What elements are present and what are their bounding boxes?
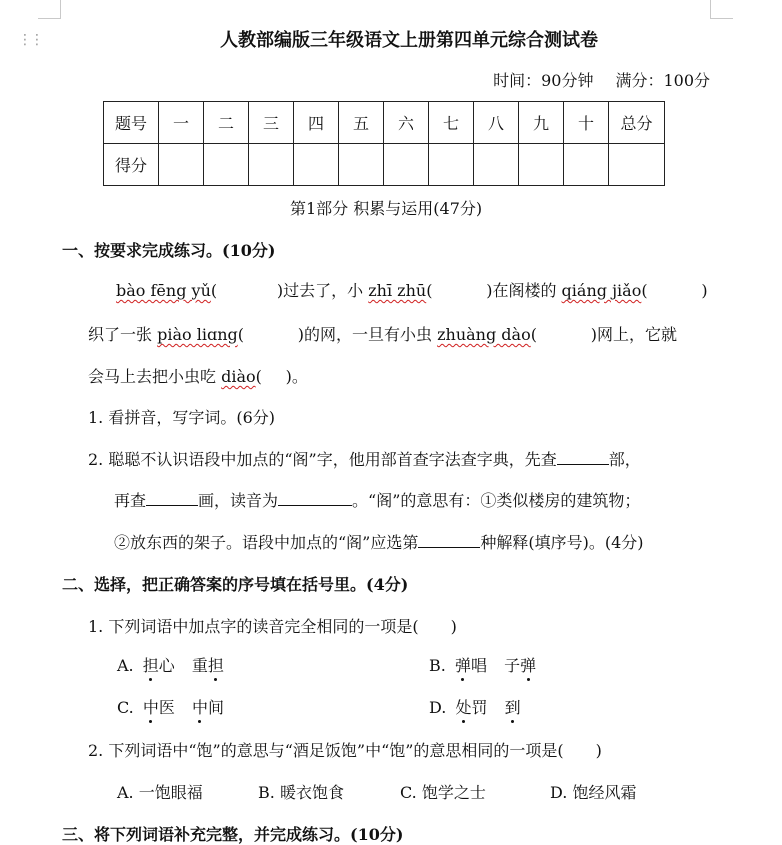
margin-corner-top-right: [710, 0, 733, 19]
section-title: 第1部分 积累与运用(47分): [290, 199, 483, 218]
table-cell: 四: [294, 102, 339, 144]
table-cell: 三: [249, 102, 294, 144]
pinyin-word: diào: [221, 367, 256, 386]
q2-item-1-option-a: A. 担心 重担: [117, 653, 224, 676]
table-cell: 题号: [104, 102, 159, 144]
table-cell: 九: [519, 102, 564, 144]
q2-item-1-option-d: D. 处罚 到: [429, 695, 521, 718]
answer-blank[interactable]: [557, 448, 609, 465]
q1-passage-line-2: 织了一张 piào liɑng( )的网，一旦有小虫 zhuàng dào( )网上，它就: [88, 325, 677, 344]
score-cell[interactable]: [519, 144, 564, 186]
table-cell: 十: [564, 102, 609, 144]
score-cell[interactable]: [249, 144, 294, 186]
q2-item-2-option-a: A. 一饱眼福: [117, 783, 203, 802]
q2-item-2-option-d: D. 饱经风霜: [550, 783, 637, 802]
q2-item-2: 2. 下列词语中“饱”的意思与“酒足饭饱”中“饱”的意思相同的一项是( ): [88, 741, 602, 760]
pinyin-word: bào fēng yǔ: [116, 281, 211, 300]
score-cell[interactable]: [384, 144, 429, 186]
table-cell: 总分: [609, 102, 665, 144]
table-cell: 八: [474, 102, 519, 144]
full-score-label: 满分：100分: [615, 71, 710, 90]
score-cell[interactable]: [474, 144, 519, 186]
score-table: [103, 101, 665, 186]
table-cell: 七: [429, 102, 474, 144]
score-cell[interactable]: [609, 144, 665, 186]
q1-sub-2-line-1: 2. 聪聪不认识语段中加点的“阁”字，他用部首查字法查字典，先查 部，: [88, 450, 641, 469]
score-cell[interactable]: [564, 144, 609, 186]
pinyin-word: qiáng jiǎo: [561, 281, 642, 300]
score-table-score-row: [104, 144, 665, 186]
table-cell: 五: [339, 102, 384, 144]
answer-blank[interactable]: [146, 489, 198, 506]
pinyin-word: piào liɑng: [157, 325, 238, 344]
q3-heading: 三、将下列词语补充完整，并完成练习。(10分): [62, 825, 404, 844]
pinyin-word: zhuàng dào: [437, 325, 531, 344]
score-cell[interactable]: [204, 144, 249, 186]
score-cell[interactable]: [294, 144, 339, 186]
q2-item-2-option-c: C. 饱学之士: [400, 783, 486, 802]
table-cell: 二: [204, 102, 249, 144]
answer-blank[interactable]: [418, 531, 480, 548]
score-cell[interactable]: [339, 144, 384, 186]
drag-handle-icon[interactable]: ⋮⋮: [18, 32, 42, 48]
q2-item-1: 1. 下列词语中加点字的读音完全相同的一项是( ): [88, 617, 457, 636]
table-cell: 得分: [104, 144, 159, 186]
q2-heading: 二、选择，把正确答案的序号填在括号里。(4分): [62, 575, 409, 594]
exam-info: [493, 68, 710, 91]
table-cell: 六: [384, 102, 429, 144]
q1-sub-2-line-2: 再查 画，读音为 。“阁”的意思有：①类似楼房的建筑物；: [114, 491, 641, 510]
table-cell: 一: [159, 102, 204, 144]
q1-passage-line-1: bào fēng yǔ( )过去了，小 zhī zhū( )在阁楼的 qiáng jiǎo( ): [116, 281, 708, 300]
margin-corner-top-left: [38, 0, 61, 19]
q2-item-1-option-b: B. 弹唱 子弹: [429, 653, 536, 676]
page-title: 人教部编版三年级语文上册第四单元综合测试卷: [220, 30, 598, 51]
q1-passage-line-3: 会马上去把小虫吃 diào( )。: [88, 367, 308, 386]
q2-item-1-option-c: C. 中医 中间: [117, 695, 224, 718]
q1-sub-1: 1. 看拼音，写字词。(6分): [88, 408, 276, 427]
time-label: 时间：90分钟: [493, 71, 594, 90]
q1-sub-2-line-3: ②放东西的架子。语段中加点的“阁”应选第 种解释(填序号)。(4分): [114, 533, 644, 552]
score-table-header-row: [104, 102, 665, 144]
score-cell[interactable]: [159, 144, 204, 186]
score-cell[interactable]: [429, 144, 474, 186]
q2-item-2-option-b: B. 暖衣饱食: [258, 783, 344, 802]
answer-blank[interactable]: [278, 489, 352, 506]
pinyin-word: zhī zhū: [368, 281, 427, 300]
q1-heading: 一、按要求完成练习。(10分): [62, 241, 276, 260]
